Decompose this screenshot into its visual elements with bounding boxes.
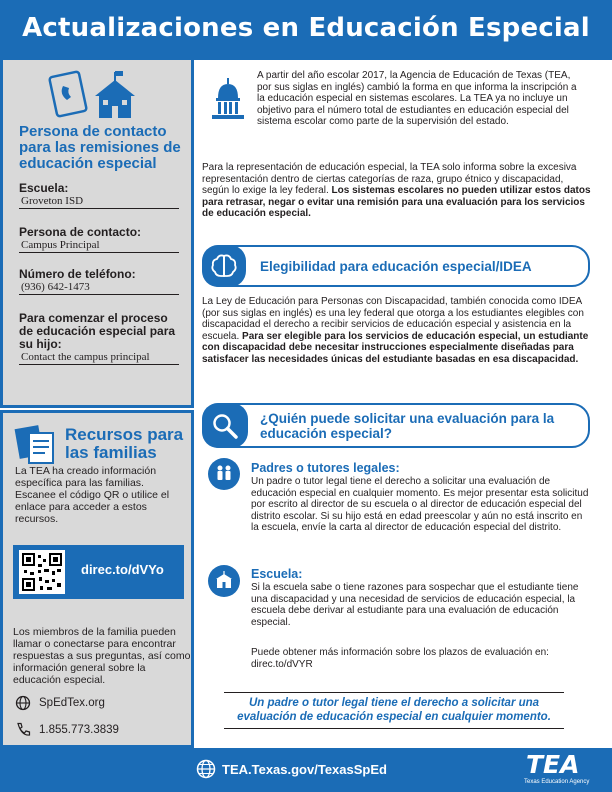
- eligibility-paragraph: [202, 296, 592, 365]
- resources-link[interactable]: direc.to/dVYo: [81, 562, 164, 577]
- school-icon: [208, 565, 240, 597]
- timeline-text[interactable]: Puede obtener más información sobre los plazos de evaluación en: direc.to/dVYR: [251, 647, 549, 670]
- page-header: [0, 0, 612, 60]
- phone-number[interactable]: 1.855.773.3839: [39, 724, 119, 736]
- phone-icon: [15, 722, 31, 738]
- school-building-icon: [213, 570, 235, 592]
- parents-icon: [208, 458, 240, 490]
- contact-person-value[interactable]: Campus Principal: [19, 239, 179, 253]
- representation-paragraph: [202, 162, 592, 220]
- tea-logo-subtitle: Texas Education Agency: [524, 779, 590, 785]
- left-sidebar: [0, 60, 194, 748]
- magnifier-icon-box: [202, 403, 248, 448]
- who-section: [202, 403, 590, 448]
- qr-link-box[interactable]: [13, 545, 184, 599]
- callout-text: Un padre o tutor legal tiene el derecho a solicitar una evaluación de educación especial en cualquier momento.: [224, 692, 564, 729]
- representation-bold: Los sistemas escolares no pueden utilizar estos datos para retrasar, negar o evitar una remisión para una evaluación para los servicios de educación especial.: [202, 185, 591, 219]
- eligibility-section: [202, 245, 590, 287]
- school-field: [19, 182, 183, 209]
- parents-title: Padres o tutores legales:: [251, 461, 400, 475]
- process-label: Para comenzar el proceso de educación especial para su hijo:: [19, 311, 176, 351]
- process-value[interactable]: Contact the campus principal: [19, 351, 179, 365]
- footer-link[interactable]: TEA.Texas.gov/TexasSpEd: [222, 762, 387, 777]
- documents-icon: [13, 421, 61, 469]
- magnifier-icon: [211, 412, 239, 440]
- page-title: Actualizaciones en Educación Especial: [22, 13, 590, 43]
- contact-person-field: [19, 226, 183, 253]
- website-link[interactable]: SpEdTex.org: [39, 697, 105, 709]
- contact-heading: Persona de contacto para las remisiones de educación especial: [19, 123, 181, 172]
- eligibility-text: La Ley de Educación para Personas con Discapacidad, también conocida como IDEA (por sus siglas en inglés) es una ley federal que otorga a los estudiantes elegibles con discapacidad el derecho a recibir servicios de educación especial y asistencia en la escuela.: [202, 296, 584, 342]
- qr-code-icon: [19, 550, 65, 594]
- brain-icon-box: [202, 245, 246, 287]
- resources-text: La TEA ha creado información específica para las familias. Escanee el código QR o utilice el enlace para acceder a estos recursos.: [15, 465, 170, 525]
- brain-icon: [210, 253, 238, 279]
- process-field: [19, 312, 183, 365]
- phone-label: Número de teléfono:: [19, 267, 136, 281]
- parents-text: Un padre o tutor legal tiene el derecho a solicitar una evaluación de educación especial en cualquier momento. Es mejor presentar esta solicitud por escrito al director de su escuela o al director de educación especial del distrito escolar. Si su hijo está en edad preescolar y aún no está inscrito en la escuela, envíe la carta al director de educación especial del distrito.: [251, 476, 589, 533]
- resources-heading: Recursos para las familias: [65, 425, 184, 462]
- footer-globe-icon: [196, 759, 216, 779]
- tea-logo-word: TEA: [526, 750, 580, 779]
- qr-code[interactable]: [19, 550, 65, 594]
- school-title: Escuela:: [251, 567, 303, 581]
- school-text: Si la escuela sabe o tiene razones para sospechar que el estudiante tiene una discapacidad y una necesidad de servicios de educación especial, la escuela debe derivar al estudiante para una evaluación de educación especial.: [251, 582, 579, 628]
- people-icon: [213, 463, 235, 485]
- tea-logo: [520, 752, 600, 790]
- page-footer: [0, 748, 612, 792]
- phone-school-icon: [43, 66, 143, 124]
- contact-person-label: Persona de contacto:: [19, 225, 142, 239]
- phone-value[interactable]: (936) 642-1473: [19, 281, 179, 295]
- family-text: Los miembros de la familia pueden llamar o conectarse para encontrar respuestas a sus preguntas, así como información general sobre la educación especial.: [13, 626, 191, 686]
- website-row[interactable]: [15, 695, 105, 711]
- resources-panel: [0, 410, 194, 748]
- phone-field: [19, 268, 183, 295]
- eligibility-title: Elegibilidad para educación especial/IDEA: [260, 259, 532, 274]
- intro-text: A partir del año escolar 2017, la Agencia de Educación de Texas (TEA, por sus siglas en inglés) cambió la forma en que informa la inscripción a la educación especial en sistemas escolares. La TEA ya no incluye un objetivo para el número total de estudiantes en educación especial del sistema escolar como parte de la supervisión del estado.: [257, 70, 577, 127]
- contact-panel: [0, 60, 194, 408]
- school-label: Escuela:: [19, 181, 69, 195]
- school-value[interactable]: Groveton ISD: [19, 195, 179, 209]
- capitol-icon: [208, 76, 248, 124]
- representation-text: Para la representación de educación especial, la TEA solo informa sobre la excesiva representación dentro de ciertas categorías de raza, grupo étnico y discapacidad, según lo exige la ley federal.: [202, 162, 577, 196]
- eligibility-bold: Para ser elegible para los servicios de educación especial, un estudiante con discapacidad debe necesitar instrucciones especialmente diseñadas para satisfacer las necesidades únicas del estudiante basadas en esa discapacidad.: [202, 330, 589, 365]
- globe-icon: [15, 695, 31, 711]
- who-title: ¿Quién puede solicitar una evaluación para la educación especial?: [260, 411, 555, 441]
- phone-row[interactable]: [15, 722, 119, 738]
